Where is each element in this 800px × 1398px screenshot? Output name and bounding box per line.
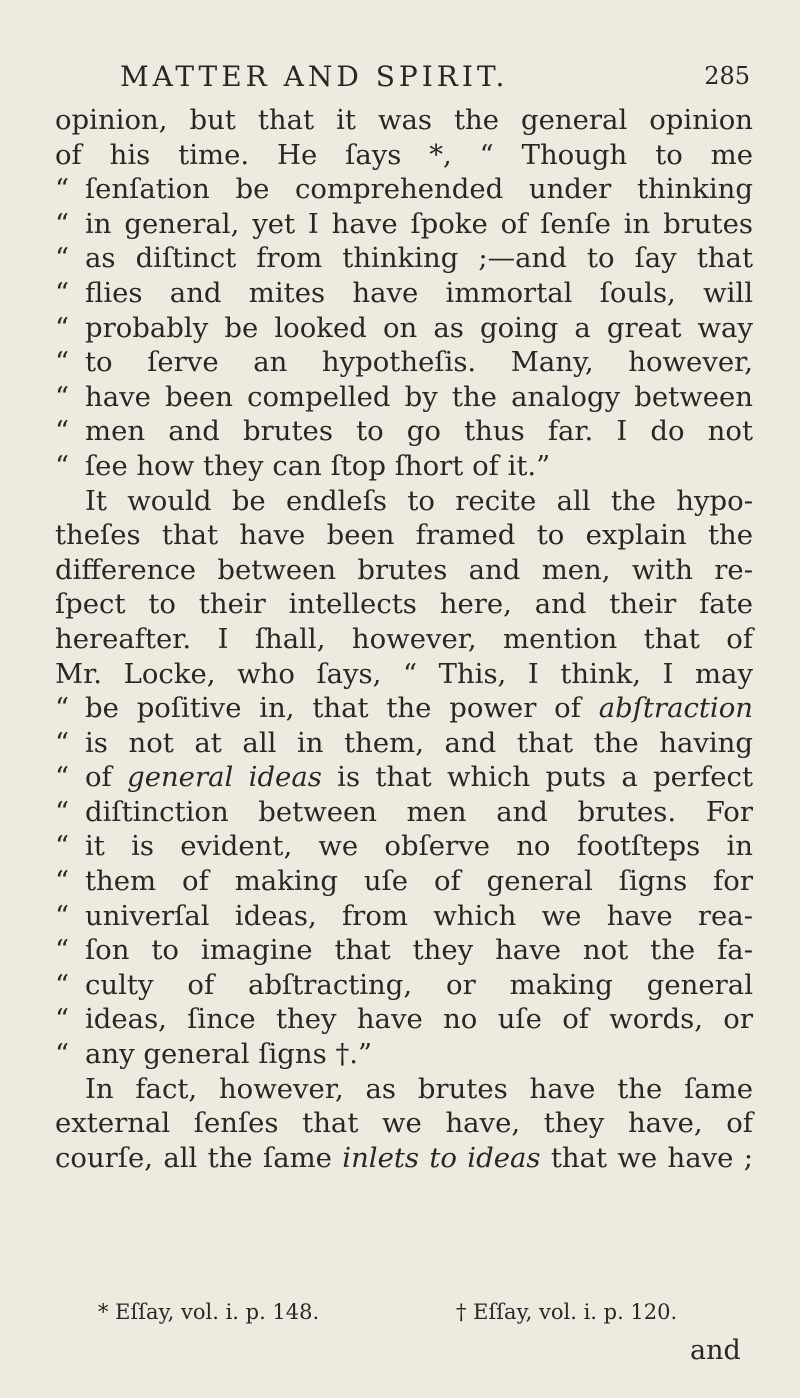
line-text: as diſtinct from thinking ;—and to ſay that [85, 242, 753, 275]
quote-mark: “ [55, 276, 70, 309]
line-text: difference between brutes and men, with re- [55, 553, 753, 586]
line-text: Mr. Locke, who ſays, “ This, I think, I may [55, 657, 753, 690]
line-text: in general, yet I have ſpoke of ſenſe in brutes [85, 207, 753, 240]
line-text: ſon to imagine that they have not the fa- [85, 934, 753, 967]
line-text: ſee how they can ſtop ſhort of it.” [85, 449, 551, 482]
text-line [55, 380, 753, 415]
footnote-2: † Eſſay, vol. i. p. 120. [456, 1300, 678, 1324]
line-text: In fact, however, as brutes have the ſame [85, 1072, 753, 1105]
line-text: diſtinction between men and brutes. For [85, 795, 753, 828]
text-line [55, 1106, 753, 1141]
text-line [55, 726, 753, 761]
quote-mark: “ [55, 173, 70, 206]
quote-mark: “ [55, 1038, 70, 1071]
text-line [55, 864, 753, 899]
text-line [55, 311, 753, 346]
line-text: ſenſation be comprehended under thinking [85, 173, 753, 206]
quote-mark: “ [55, 415, 70, 448]
line-text: It would be endleſs to recite all the hypo- [85, 484, 753, 517]
text-line [55, 829, 753, 864]
text-line [55, 933, 753, 968]
line-text: theſes that have been framed to explain the [55, 519, 753, 552]
footnote-1: * Eſſay, vol. i. p. 148. [98, 1300, 320, 1324]
quote-mark: “ [55, 865, 70, 898]
line-text: hereafter. I ſhall, however, mention that of [55, 622, 753, 655]
text-line [55, 553, 753, 588]
quote-mark: “ [55, 449, 70, 482]
text-line [55, 795, 753, 830]
quote-mark: “ [55, 346, 70, 379]
line-text: be poſitive in, that the power of abſtraction [85, 692, 753, 725]
text-line [55, 1037, 753, 1072]
quote-mark: “ [55, 380, 70, 413]
quote-mark: “ [55, 795, 70, 828]
quote-mark: “ [55, 968, 70, 1001]
quote-mark: “ [55, 242, 70, 275]
text-line [55, 138, 753, 173]
line-text: is not at all in them, and that the having [85, 726, 753, 759]
text-line [55, 345, 753, 380]
quote-mark: “ [55, 726, 70, 759]
line-text: it is evident, we obſerve no footſteps in [85, 830, 753, 863]
line-text: them of making uſe of general ſigns for [85, 865, 753, 898]
text-line [55, 241, 753, 276]
text-line [55, 276, 753, 311]
catchword: and [690, 1335, 741, 1366]
line-text: courſe, all the ſame inlets to ideas that we have ; [55, 1141, 754, 1174]
quote-mark: “ [55, 1003, 70, 1036]
text-line [55, 968, 753, 1003]
text-line [55, 587, 753, 622]
line-text: any general ſigns †.” [85, 1038, 373, 1071]
text-line [55, 622, 753, 657]
line-text: opinion, but that it was the general opinion [55, 104, 753, 136]
text-line [55, 103, 753, 138]
text-line [55, 691, 753, 726]
footnotes [98, 1300, 748, 1332]
text-line [55, 1072, 753, 1107]
quote-mark: “ [55, 934, 70, 967]
line-text: have been compelled by the analogy between [85, 380, 753, 413]
quote-mark: “ [55, 830, 70, 863]
line-text: external ſenſes that we have, they have, of [55, 1107, 753, 1140]
text-line [55, 172, 753, 207]
text-line [55, 484, 753, 519]
body-text [55, 103, 753, 1175]
line-text: univerſal ideas, from which we have rea- [85, 899, 753, 932]
line-text: of his time. He ſays *, “ Though to me [55, 138, 753, 171]
line-text: to ſerve an hypotheſis. Many, however, [85, 346, 753, 379]
line-text: culty of abſtracting, or making general [85, 968, 753, 1001]
text-line [55, 899, 753, 934]
page-number: 285 [704, 62, 750, 90]
line-text: probably be looked on as going a great way [85, 311, 753, 344]
line-text: flies and mites have immortal ſouls, will [85, 276, 753, 309]
page-header [120, 60, 750, 100]
quote-mark: “ [55, 692, 70, 725]
text-line [55, 449, 753, 484]
text-line [55, 414, 753, 449]
line-text: of general ideas is that which puts a perfect [85, 761, 753, 794]
line-text: ideas, ſince they have no uſe of words, or [85, 1003, 753, 1036]
text-line [55, 207, 753, 242]
text-line [55, 518, 753, 553]
text-line [55, 1002, 753, 1037]
quote-mark: “ [55, 207, 70, 240]
line-text: men and brutes to go thus far. I do not [85, 415, 753, 448]
text-line [55, 1141, 753, 1176]
line-text: ſpect to their intellects here, and their fate [55, 588, 753, 621]
quote-mark: “ [55, 761, 70, 794]
text-line [55, 760, 753, 795]
text-line [55, 657, 753, 692]
quote-mark: “ [55, 311, 70, 344]
quote-mark: “ [55, 899, 70, 932]
running-head: MATTER AND SPIRIT. [120, 60, 509, 93]
